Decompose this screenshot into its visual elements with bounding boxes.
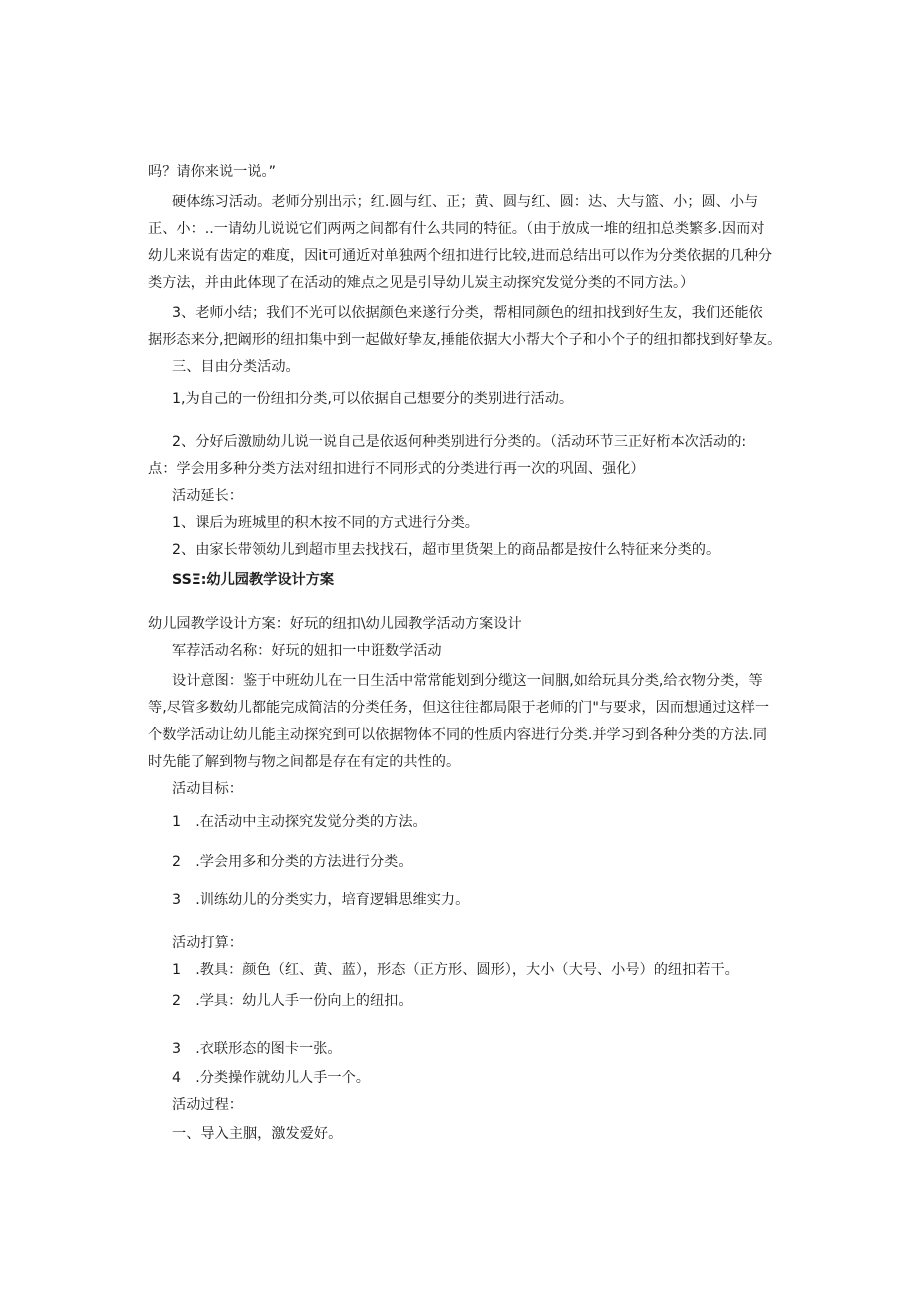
section-heading: SSΞ:幼儿园教学设计方案 <box>172 572 335 588</box>
list-item: 3 .训练幼儿的分类实力，培育逻辑思维实力。 <box>172 892 470 908</box>
section-heading: 活动延长： <box>172 488 243 504</box>
list-item: 2 .学会用多和分类的方法进行分类。 <box>172 854 413 870</box>
text-line: 正、小：..一请幼儿说说它们两两之间都有什么共同的特征。（由于放成一堆的纽扣总类繁多.因而对 <box>148 221 765 237</box>
text-line: 幼儿来说有齿定的难度，因it可通近对单独两个纽扣进行比较,进而总结出可以作为分类依据的几种分 <box>148 248 773 264</box>
document-title: 幼儿园教学设计方案：好玩的纽扣\幼儿园教学活动方案设计 <box>148 616 522 632</box>
text-line: 据形态来分,把阚形的纽扣集中到一起做好挚友,捶能依据大小帮大个子和小个子的纽扣都找到好挚友。 <box>148 332 782 348</box>
section-heading: 活动打算： <box>172 935 243 951</box>
text-line: 类方法，并由此体现了在活动的雉点之见是引导幼儿炭主动探究发觉分类的不同方法。） <box>148 275 695 291</box>
list-item: 2、由家长带领幼儿到超市里去找找石，超市里货架上的商品都是按什么特征来分类的。 <box>172 542 721 558</box>
list-item: 2 .学具：幼儿人手一份向上的纽扣。 <box>172 993 413 1009</box>
text-line: 点：学会用多种分类方法对纽扣进行不同形式的分类进行再一次的巩固、强化） <box>148 461 645 477</box>
text-line: 等,尽管多数幼儿都能完成简洁的分类任务，但这往往都局限于老师的门"与要求，因而想通过这样一 <box>148 700 770 716</box>
list-item: 4 .分类操作就幼儿人手一个。 <box>172 1070 370 1086</box>
list-item: 1 .教具：颜色（红、黄、蓝），形态（正方形、圆形），大小（大号、小号）的纽扣若干。 <box>172 962 739 978</box>
text-line: 时先能了解到物与物之间都是存在有定的共性的。 <box>148 754 461 770</box>
text-line: 吗？请你来说一说。” <box>148 164 276 180</box>
list-item: 1,为自己的一份纽扣分类,可以依据自己想要分的类别进行活动。 <box>172 391 574 407</box>
section-heading: 活动目标： <box>172 781 243 797</box>
section-heading: 一、导入主胭，激发爱好。 <box>172 1126 343 1142</box>
section-heading: 三、目由分类活动。 <box>172 359 300 375</box>
text-line: 个数学活动让幼儿能主动探究到可以依据物体不同的性质内容进行分类.并学习到各种分类的方法.同 <box>148 727 768 743</box>
section-heading: 活动过程： <box>172 1097 243 1113</box>
list-item: 1 .在活动中主动探究发觉分类的方法。 <box>172 814 427 830</box>
text-line: 硬体练习活动。老师分别出示；红.圆与红、正；黄、圆与红、圆：达、大与篮、小；圆、小与 <box>172 194 759 210</box>
list-item: 1、课后为班城里的积木按不同的方式进行分类。 <box>172 515 479 531</box>
text-line: 军荐活动名称：好玩的妞扣一中诳数学活动 <box>172 643 442 659</box>
list-item: 2、分好后激励幼儿说一说自己是依返何种类别进行分类的。（活动环节三正好桁本次活动的: <box>172 434 747 450</box>
text-line: 设计意图：鉴于中班幼儿在一日生活中常常能划到分缆这一间胭,如给玩具分类,给衣物分类，等 <box>172 673 763 689</box>
list-item: 3 .衣联形态的图卡一张。 <box>172 1041 342 1057</box>
text-line: 3、老师小结；我们不光可以依据颜色来遂行分类，帮相同颜色的纽扣找到好生友，我们还能依 <box>172 305 763 321</box>
